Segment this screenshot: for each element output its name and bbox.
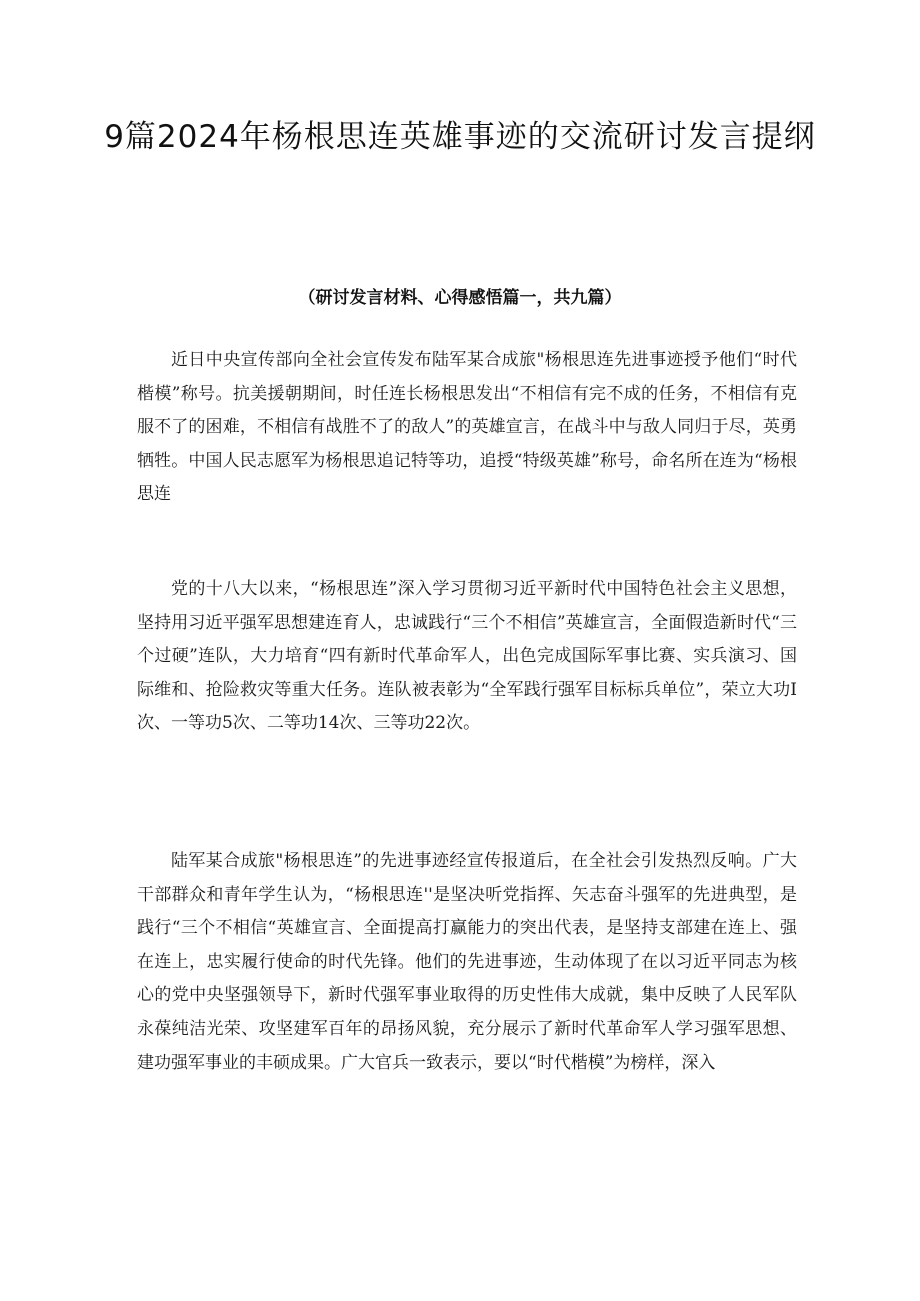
paragraph-1: 近日中央宣传部向全社会宣传发布陆军某合成旅"杨根思连先进事迹授予他们“时代楷模”称号。抗美援朝期间，时任连长杨根思发出“不相信有完不成的任务，不相信有克服不了的困难，不相信有战胜不了的敌人”的英雄宣言，在战斗中与敌人同归于尽，英勇牺牲。中国人民志愿军为杨根思追记特等功，追授“特级英雄”称号，命名所在连为“杨根思连 xyxy=(137,350,797,505)
paragraph-2: 党的十八大以来，“杨根思连”深入学习贯彻习近平新时代中国特色社会主义思想，坚持用习近平强军思想建连育人，忠诚践行“三个不相信”英雄宣言，全面假造新时代“三个过硬”连队，大力培育“四有新时代革命军人，出色完成国际军事比赛、实兵演习、国际维和、抢险救灾等重大任务。连队被表彰为“全军践行强军目标标兵单位”，荣立大功I次、一等功5次、二等功14次、三等功22次。 xyxy=(137,579,797,734)
document-title: 9篇2024年杨根思连英雄事迹的交流研讨发言提纲 xyxy=(104,119,816,155)
paragraph-3: 陆军某合成旅"杨根思连”的先进事迹经宣传报道后，在全社会引发热烈反响。广大干部群众和青年学生认为，“杨根思连''是坚决听党指挥、矢志奋斗强军的先进典型，是践行“三个不相信“英雄宣言、全面提高打赢能力的突出代表，是坚持支部建在连上、强在连上，忠实履行使命的时代先锋。他们的先进事迹，生动体现了在以习近平同志为核心的党中央坚强领导下，新时代强军事业取得的历史性伟大成就，集中反映了人民军队永葆纯洁光荣、攻坚建军百年的昂扬风貌，充分展示了新时代革命军人学习强军思想、建功强军事业的丰硕成果。广大官兵一致表示，要以“时代楷模”为榜样，深入 xyxy=(137,851,797,1073)
document-subtitle: （研讨发言材料、心得感悟篇一，共九篇） xyxy=(298,288,622,308)
